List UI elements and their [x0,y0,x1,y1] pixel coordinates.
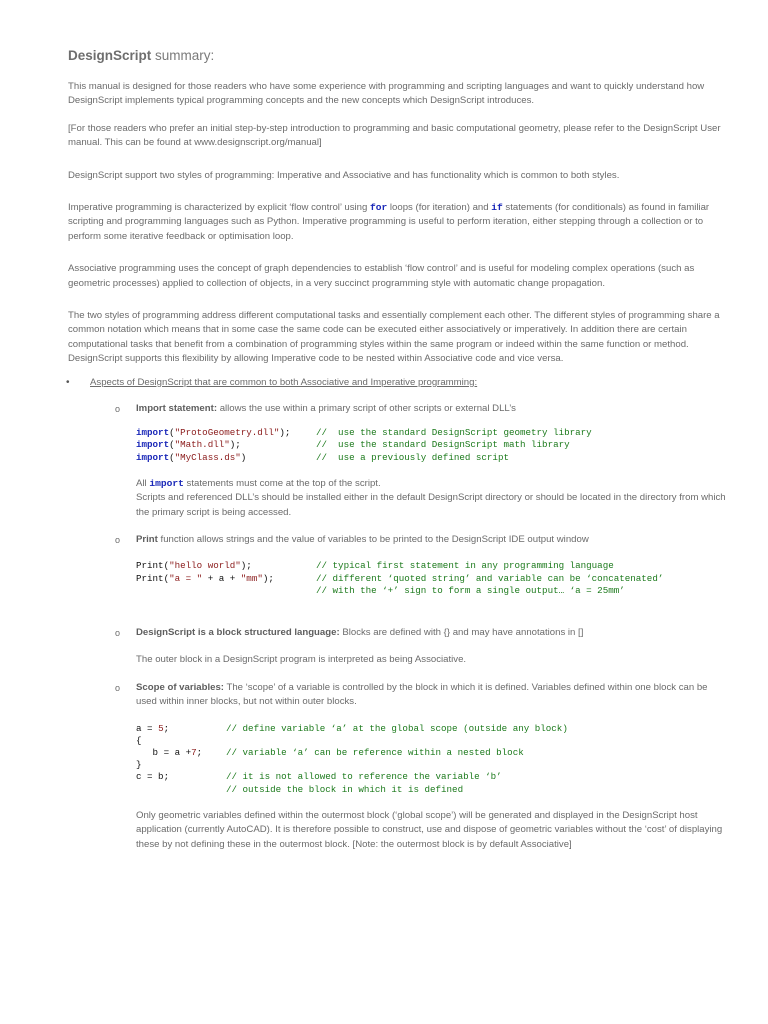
import-heading: Import statement: [136,402,218,414]
import-code-block [68,427,728,464]
block-note: The outer block in a DesignScript program is interpreted as being Associative. [136,654,467,666]
print-heading: Print [136,533,158,545]
intro-note-paragraph: [For those readers who prefer an initial step-by-step introduction to programming and basic computational geometry, please refer to the DesignScript User manual. This can be found at www.designscript.org/manual] [68,122,721,149]
title-bold: DesignScript [68,48,152,63]
styles-paragraph: DesignScript support two styles of programming: Imperative and Associative and has functionality which is common to both styles. [68,169,620,181]
scope-description: The ‘scope’ of a variable is controlled by the block in which it is defined. Variables defined within one block can be used within inner blocks, but not within outer blocks. [136,681,708,708]
block-description: Blocks are defined with {} and may have annotations in [] [339,626,584,638]
print-code-block [68,560,728,597]
import-note: All import statements must come at the top of the script. Scripts and referenced DLL’s should be installed either in the default DesignScript directory or should be located in the directory from which the primary script is being accessed. [136,477,726,518]
code-line: b = a +7; // variable ‘a’ can be reference within a nested block [136,746,524,758]
code-line: import("ProtoGeometry.dll"); // use the standard DesignScript geometry library [136,427,592,439]
if-keyword: if [491,202,503,214]
code-line: Print("hello world"); // typical first statement in any programming language [136,560,614,572]
scope-note: Only geometric variables defined within the outermost block (‘global scope’) will be generated and displayed in the DesignScript host application (currently AutoCAD). It is therefore possible to construct, use and dispose of geometric variables without the ‘cost’ of displaying these by not defining these in the outermost block. [Note: the outermost block is by default Associative] [136,809,723,850]
import-description: allows the use within a primary script of other scripts or external DLL’s [217,402,516,414]
for-keyword: for [369,202,388,214]
print-description: function allows strings and the value of variables to be printed to the DesignScript IDE output window [157,533,589,545]
imperative-paragraph: Imperative programming is characterized by explicit ‘flow control’ using for loops (for iteration) and if statements (for conditionals) as found in familiar scripting and programming languages such as Python. Imperative programming is useful to perform iteration, either stepping through a collection or to perform some iterative feedback or optimisation loop. [68,202,710,242]
associative-paragraph: Associative programming uses the concept of graph dependencies to establish ‘flow control’ and is useful for modeling complex operations (such as geometric processes) applied to collection of objects, in a very succinct programming style with automatic change propagation. [68,263,695,289]
page-title [68,48,728,63]
code-line: Print("a = " + a + "mm"); // different ‘quoted string’ and variable can be ‘concatenated’ [136,572,664,584]
print-item [115,533,728,547]
code-line: } [136,759,142,771]
two-styles-paragraph: The two styles of programming address different computational tasks and essentially complement each other. The different styles of programming share a common notation which means that in some case the same code can be executed either associatively or imperatively. In addition there are certain computational tasks that benefit from a combination of programming styles within the same program or indeed within the same function or method. DesignScript supports this flexibility by allowing Imperative code to be nested within Associative code and vice versa. [68,310,720,365]
code-line: { [136,734,142,746]
code-line: // outside the block in which it is defined [226,783,464,795]
aspects-bullet [68,376,728,390]
intro-paragraph: This manual is designed for those readers who have some experience with programming and scripting languages and want to quickly understand how DesignScript implements typical programming concepts and the new concepts which DesignScript introduces. [68,81,705,107]
sub-bullet-icon: o [115,403,121,414]
import-item [115,402,728,416]
scope-heading: Scope of variables: [136,681,224,693]
aspects-heading: Aspects of DesignScript that are common to both Associative and Imperative programming: [90,376,478,388]
code-line: import("MyClass.ds") // use a previously defined script [136,451,509,463]
scope-code-block [68,723,728,796]
sub-bullet-icon: o [115,627,121,638]
import-keyword: import [149,477,184,489]
code-line: c = b; // it is not allowed to reference the variable ‘b’ [136,771,502,783]
sub-bullet-icon: o [115,682,121,693]
import-note-2: Scripts and referenced DLL’s should be installed either in the default DesignScript directory or should be located in the directory from which the primary script is being accessed. [136,492,726,518]
code-line: a = 5; // define variable ‘a’ at the global scope (outside any block) [136,722,568,734]
document-page [68,48,728,852]
title-rest: summary: [151,48,215,63]
code-line: // with the ‘+’ sign to form a single output… ‘a = 25mm’ [316,584,625,596]
sub-bullet-icon: o [115,534,121,545]
block-heading: DesignScript is a block structured language: [136,626,340,638]
scope-item [115,681,728,710]
block-item [115,626,728,640]
code-line: import("Math.dll"); // use the standard DesignScript math library [136,439,570,451]
bullet-icon: • [66,376,70,388]
